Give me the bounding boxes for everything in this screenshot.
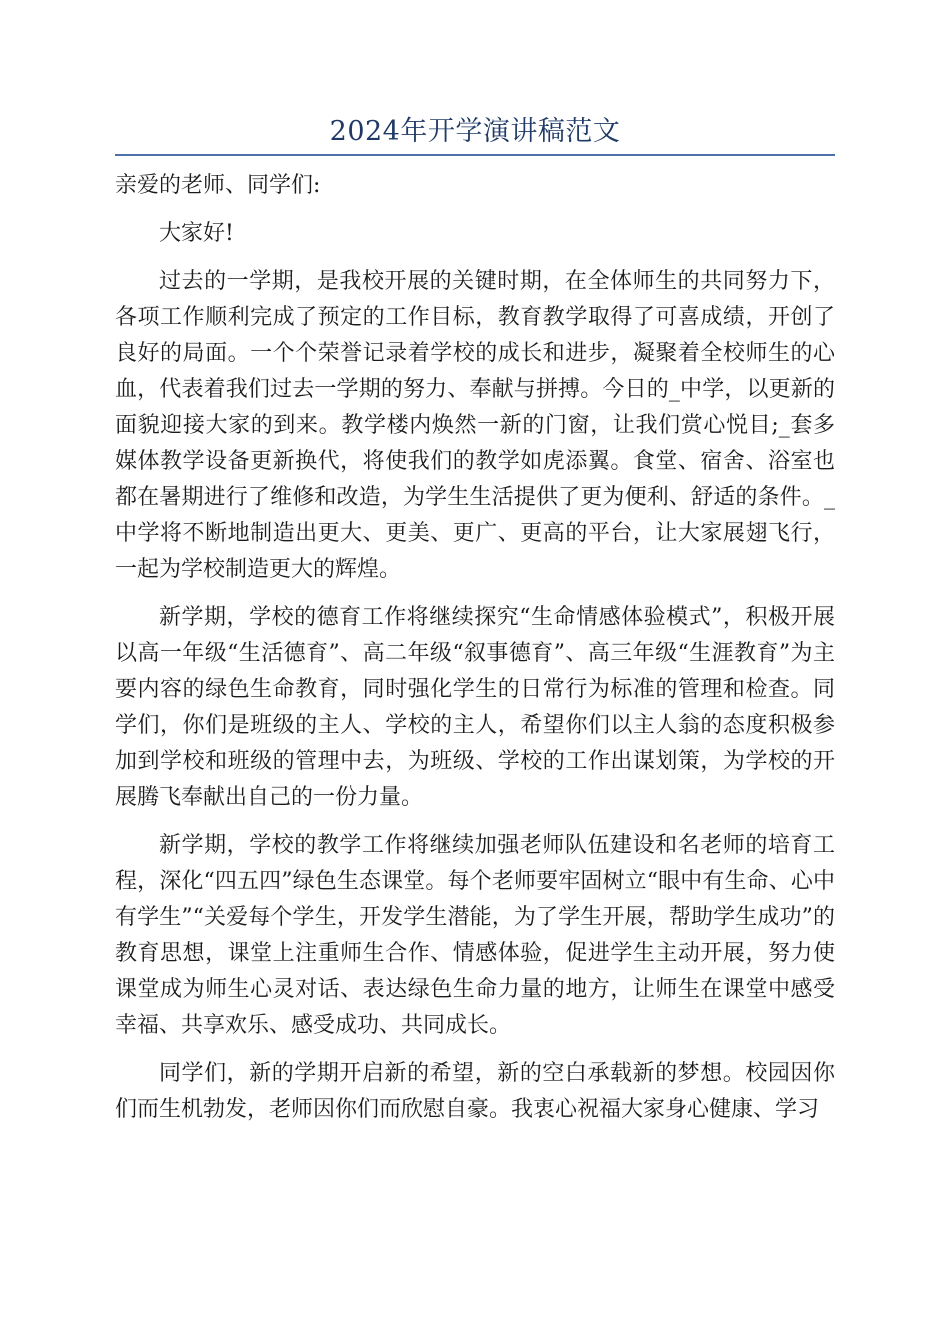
paragraph-greeting: 大家好! xyxy=(159,221,234,246)
document-body xyxy=(115,168,835,1140)
title-underline xyxy=(115,154,835,156)
paragraph-moral-education: 新学期，学校的德育工作将继续探究“生命情感体验模式”，积极开展以高一年级“生活德育”、高二年级“叙事德育”、高三年级“生涯教育”为主要内容的绿色生命教育，同时强化学生的日常行为标准的管理和检查。同学们，你们是班级的主人、学校的主人，希望你们以主人翁的态度积极参加到学校和班级的管理中去，为班级、学校的工作出谋划策，为学校的开展腾飞奉献出自己的一份力量。 xyxy=(115,605,835,810)
paragraph-teaching-work: 新学期，学校的教学工作将继续加强老师队伍建设和名老师的培育工程，深化“四五四”绿色生态课堂。每个老师要牢固树立“眼中有生命、心中有学生”“关爱每个学生，开发学生潜能，为了学生开展，帮助学生成功”的教育思想，课堂上注重师生合作、情感体验，促进学生主动开展，努力使课堂成为师生心灵对话、表达绿色生命力量的地方，让师生在课堂中感受幸福、共享欢乐、感受成功、共同成长。 xyxy=(115,833,835,1038)
paragraph-closing: 同学们，新的学期开启新的希望，新的空白承载新的梦想。校园因你们而生机勃发，老师因你们而欣慰自豪。我衷心祝福大家身心健康、学习 xyxy=(115,1061,835,1122)
document-title: 2024年开学演讲稿范文 xyxy=(329,116,621,147)
paragraph-past-semester: 过去的一学期，是我校开展的关键时期，在全体师生的共同努力下，各项工作顺利完成了预定的工作目标，教育教学取得了可喜成绩，开创了良好的局面。一个个荣誉记录着学校的成长和进步，凝聚着全校师生的心血，代表着我们过去一学期的努力、奉献与拼搏。今日的_中学，以更新的面貌迎接大家的到来。教学楼内焕然一新的门窗，让我们赏心悦目;_套多媒体教学设备更新换代，将使我们的教学如虎添翼。食堂、宿舍、浴室也都在暑期进行了维修和改造，为学生生活提供了更为便利、舒适的条件。_中学将不断地制造出更大、更美、更广、更高的平台，让大家展翅飞行，一起为学校制造更大的辉煌。 xyxy=(115,269,835,582)
salutation: 亲爱的老师、同学们: xyxy=(115,173,321,198)
